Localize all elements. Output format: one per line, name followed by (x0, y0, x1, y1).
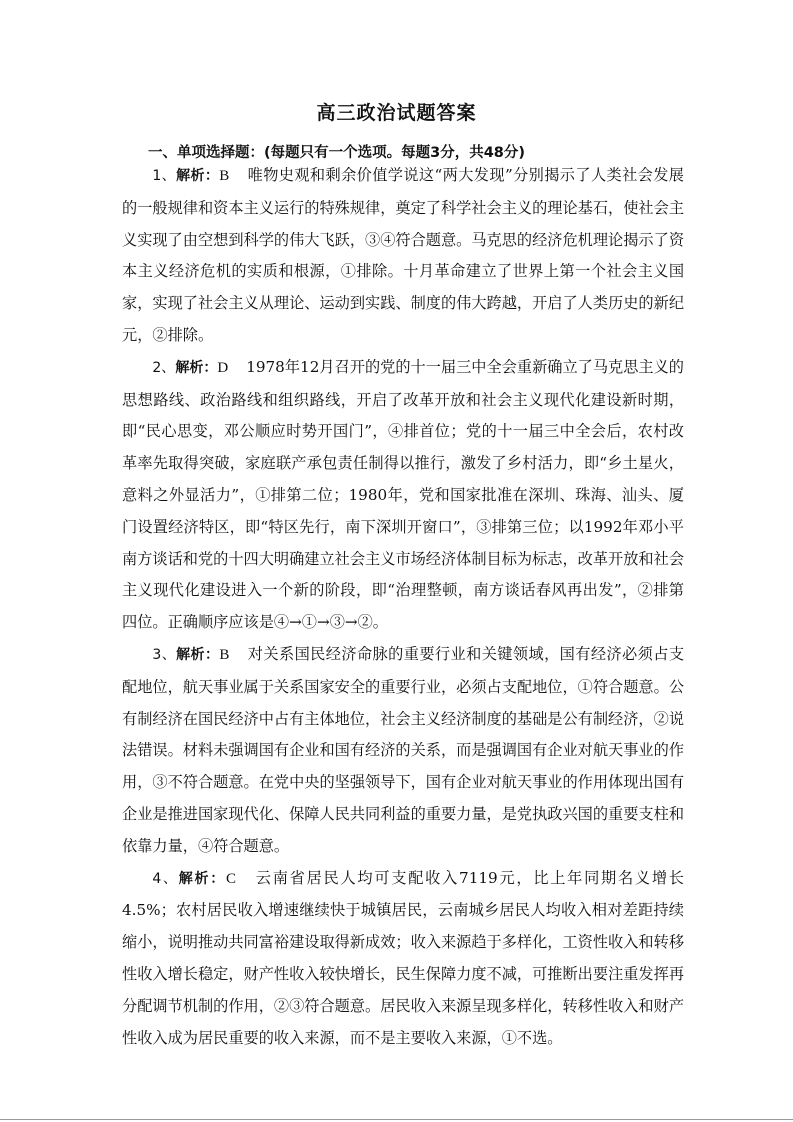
answer-letter: C (226, 870, 237, 887)
answer-label: 解析： (175, 359, 218, 376)
answer-number: 3、 (152, 646, 177, 663)
answer-item-2 (122, 352, 684, 639)
answer-letter: D (217, 359, 229, 376)
answers-list (122, 160, 684, 1054)
answer-letter: B (219, 168, 230, 184)
answer-text: 1978年12月召开的党的十一届三中全会重新确立了马克思主义的思想路线、政治路线和组织路线，开启了改革开放和社会主义现代化建设新时期，即“民心思变，邓公顺应时势开国门”，④排首位；党的十一届三中全会后，农村改革率先取得突破，家庭联产承包责任制得以推行，激发了乡村活力，即“乡土星火，意料之外显活力”，①排第二位；1980年，党和国家批准在深圳、珠海、汕头、厦门设置经济特区，即“特区先行，南下深圳开窗口”，③排第三位；以1992年邓小平南方谈话和党的十四大明确建立社会主义市场经济体制目标为标志，改革开放和社会主义现代化建设进入一个新的阶段，即“治理整顿，南方谈话春风再出发”，②排第四位。正确顺序应该是④→①→③→②。 (122, 357, 684, 632)
page-bottom-divider (0, 1119, 793, 1120)
answer-item-4 (122, 863, 684, 1055)
answer-text: 云南省居民人均可支配收入7119元，比上年同期名义增长4.5%；农村居民收入增速继续快于城镇居民，云南城乡居民人均收入相对差距持续缩小，说明推动共同富裕建设取得新成效；收入来源趋于多样化，工资性收入和转移性收入增长稳定，财产性收入较快增长，民生保障力度不减，可推断出要注重发挥再分配调节机制的作用，②③符合题意。居民收入来源呈现多样化，转移性收入和财产性收入成为居民重要的收入来源，而不是主要收入来源，①不选。 (122, 868, 684, 1047)
answer-number: 1、 (152, 168, 177, 184)
answer-text: 唯物史观和剩余价值学说这“两大发现”分别揭示了人类社会发展的一般规律和资本主义运行的特殊规律，奠定了科学社会主义的理论基石，使社会主义实现了由空想到科学的伟大飞跃，③④符合题意。马克思的经济危机理论揭示了资本主义经济危机的实质和根源，①排除。十月革命建立了世界上第一个社会主义国家，实现了社会主义从理论、运动到实践、制度的伟大跨越，开启了人类历史的新纪元，②排除。 (122, 166, 684, 344)
answer-text: 对关系国民经济命脉的重要行业和关键领域，国有经济必须占支配地位，航天事业属于关系国家安全的重要行业，必须占支配地位，①符合题意。公有制经济在国民经济中占有主体地位，社会主义经济制度的基础是公有制经济，②说法错误。材料未强调国有企业和国有经济的关系，而是强调国有企业对航天事业的作用，③不符合题意。在党中央的坚强领导下，国有企业对航天事业的作用体现出国有企业是推进国家现代化、保障人民共同利益的重要力量，是党执政兴国的重要支柱和依靠力量，④符合题意。 (122, 644, 685, 855)
answer-letter: B (219, 646, 230, 663)
answer-item-3 (122, 639, 684, 863)
page-title: 高三政治试题答案 (316, 102, 477, 124)
answer-label: 解析： (176, 646, 220, 663)
answer-item-1 (122, 160, 684, 352)
section-heading: 一、单项选择题：(每题只有一个选项。每题3分，共48分) (148, 145, 526, 161)
answer-label: 解析： (178, 870, 227, 887)
answer-label: 解析： (176, 168, 220, 184)
answer-number: 2、 (152, 359, 176, 376)
answer-number: 4、 (152, 870, 179, 887)
